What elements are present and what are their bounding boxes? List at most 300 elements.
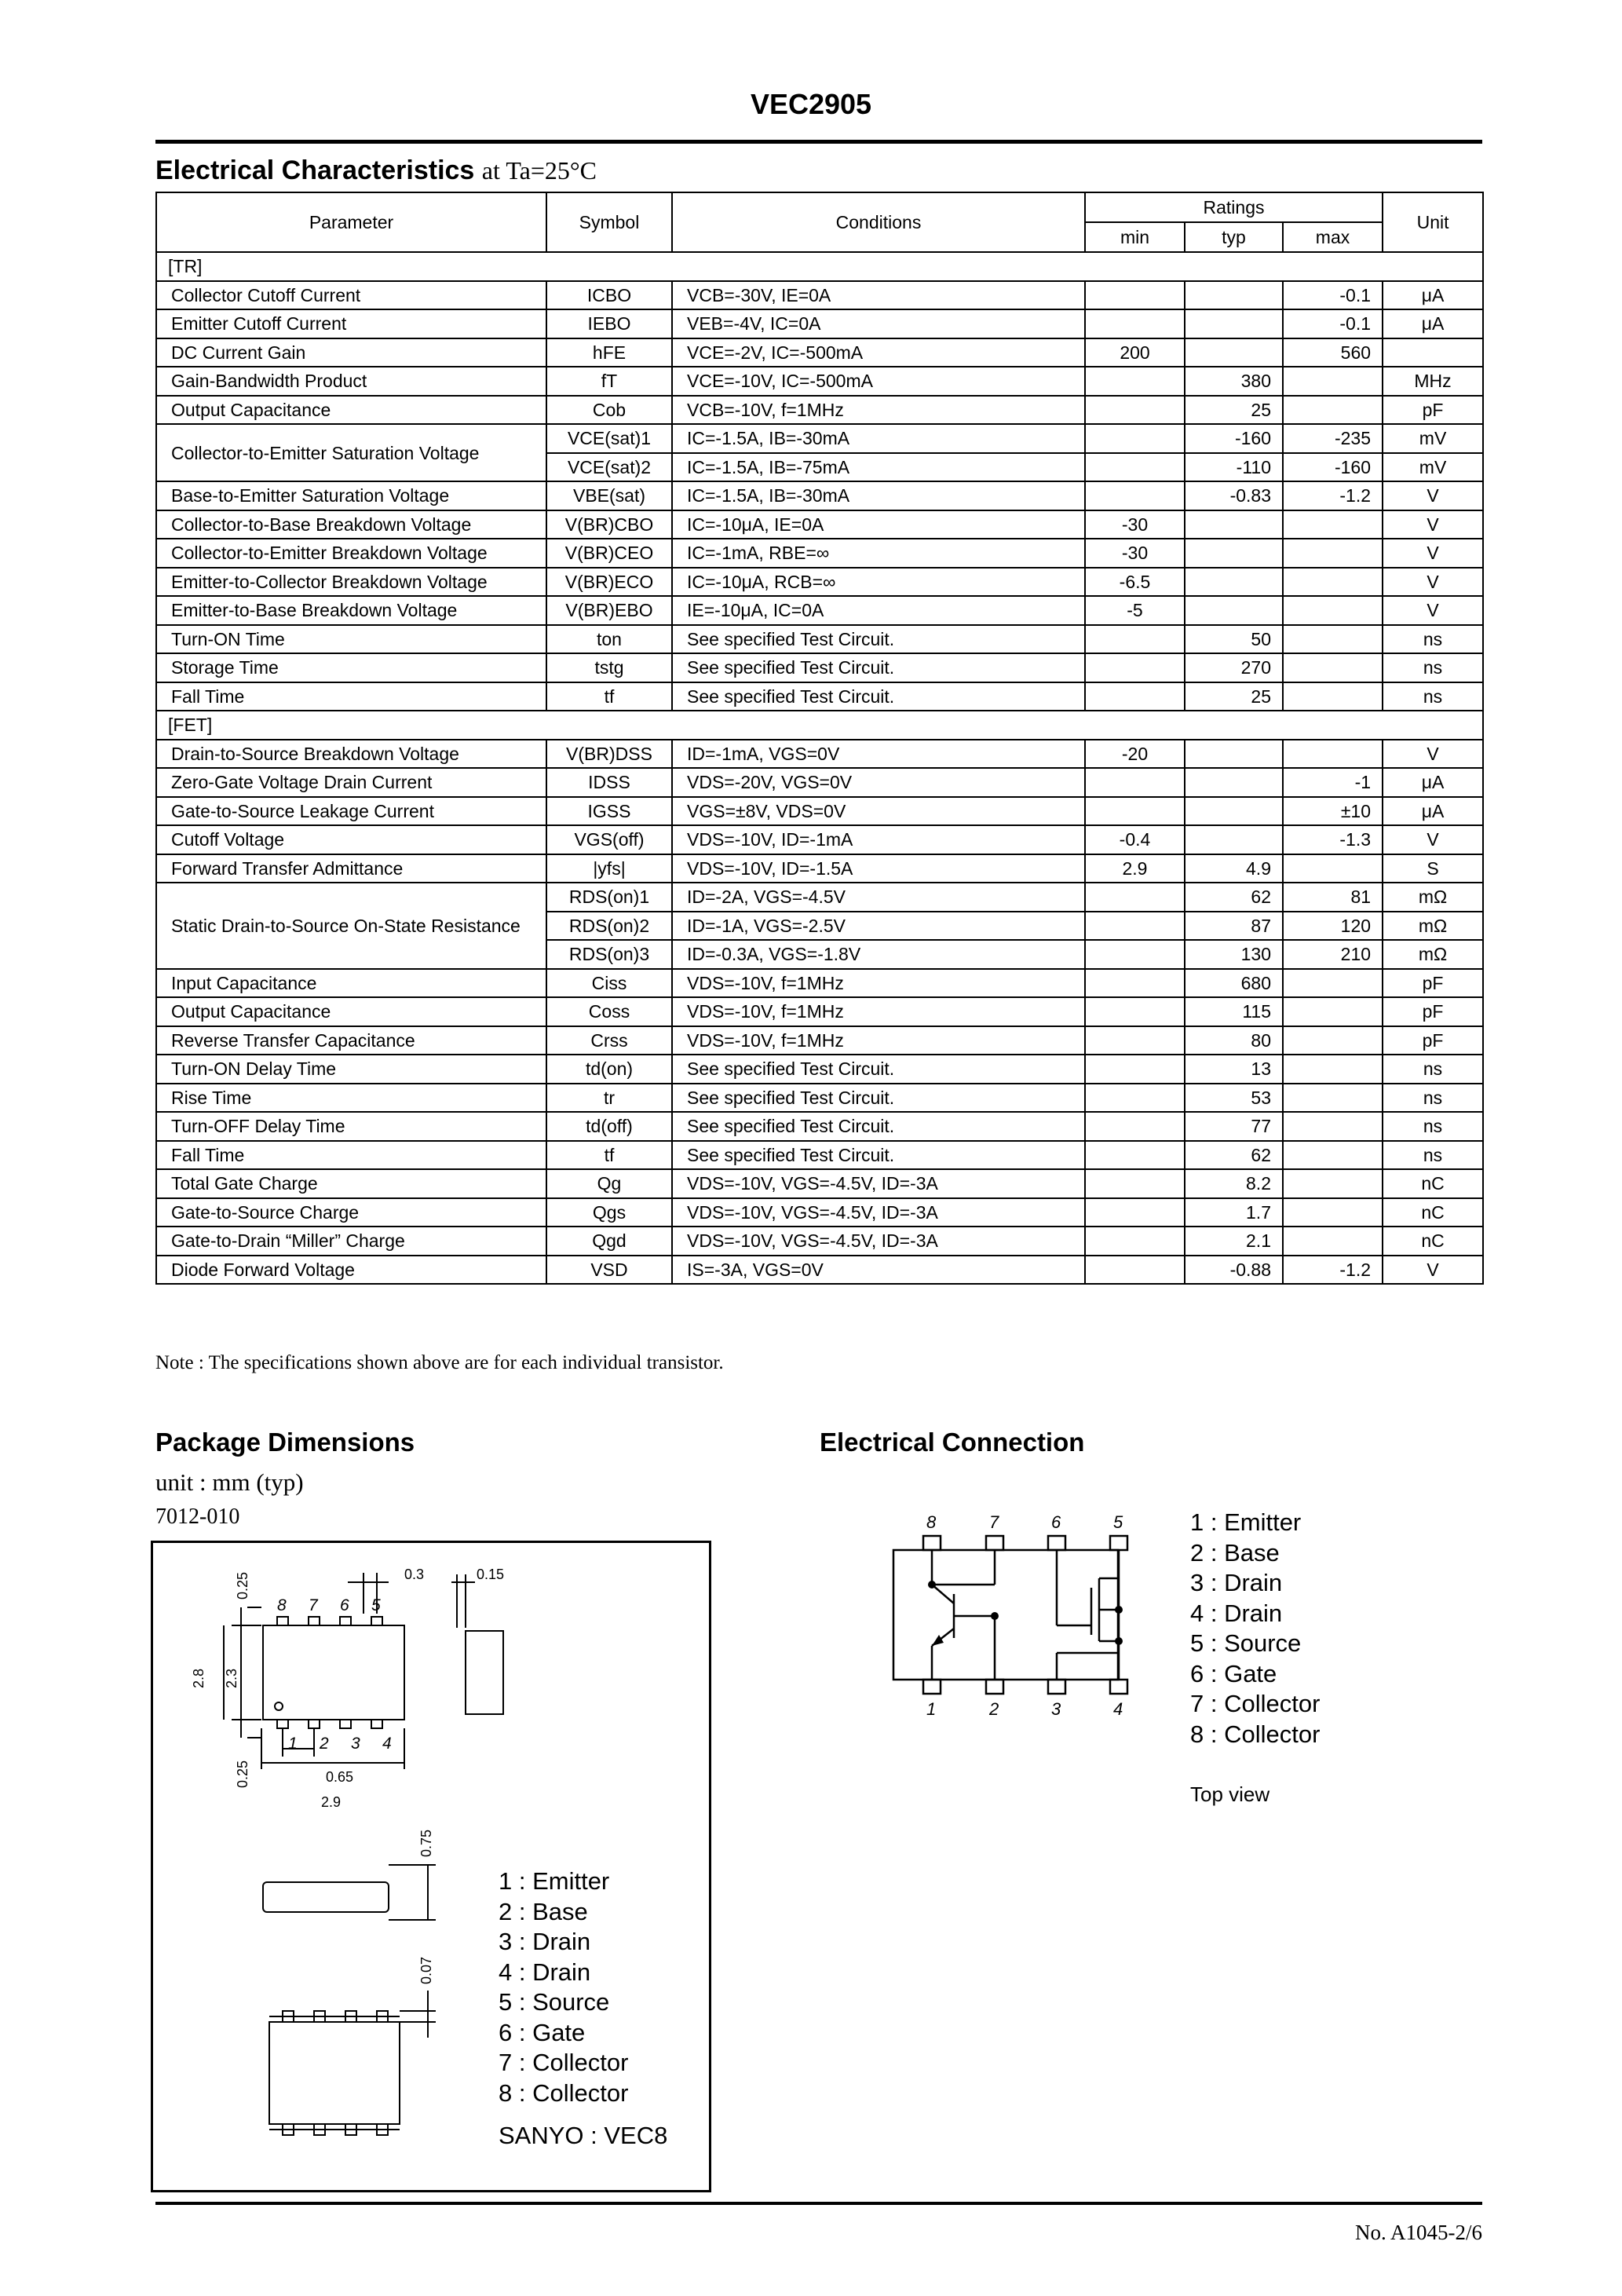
cell-conditions: IC=-10μA, RCB=∞ xyxy=(672,568,1085,597)
cell-typ xyxy=(1185,539,1283,568)
cell-conditions: See specified Test Circuit. xyxy=(672,1084,1085,1113)
cell-max xyxy=(1283,969,1383,998)
cell-symbol: VBE(sat) xyxy=(546,481,672,510)
cell-conditions: VGS=±8V, VDS=0V xyxy=(672,797,1085,826)
cell-max xyxy=(1283,740,1383,769)
cell-symbol: IEBO xyxy=(546,309,672,338)
cell-max xyxy=(1283,1084,1383,1113)
cell-parameter: Gate-to-Drain “Miller” Charge xyxy=(156,1227,546,1256)
connection-package-outline xyxy=(893,1550,1118,1680)
cell-symbol: tstg xyxy=(546,653,672,682)
bottom-leads xyxy=(277,1720,382,1728)
conn-top-pin-6: 6 xyxy=(1051,1512,1061,1532)
cell-typ: 25 xyxy=(1185,682,1283,711)
cell-parameter: Turn-ON Delay Time xyxy=(156,1055,546,1084)
cell-unit: pF xyxy=(1383,969,1483,998)
cell-max xyxy=(1283,539,1383,568)
cell-max: 120 xyxy=(1283,912,1383,941)
cell-min xyxy=(1085,281,1185,310)
pkg-top-pin-7: 7 xyxy=(309,1596,318,1614)
cell-conditions: VCB=-10V, f=1MHz xyxy=(672,396,1085,425)
cell-typ: 270 xyxy=(1185,653,1283,682)
cell-symbol: V(BR)CEO xyxy=(546,539,672,568)
cell-unit: ns xyxy=(1383,1084,1483,1113)
cell-typ xyxy=(1185,338,1283,367)
cell-conditions: VCE=-2V, IC=-500mA xyxy=(672,338,1085,367)
cell-min: 2.9 xyxy=(1085,854,1185,883)
pkg-pin-2: 2 : Base xyxy=(499,1897,588,1925)
pkg-top-pin-6: 6 xyxy=(340,1596,349,1614)
package-body-top-view xyxy=(263,1625,404,1720)
pkg-top-pin-5: 5 xyxy=(371,1596,381,1614)
conn-top-pin-5: 5 xyxy=(1113,1512,1123,1532)
cell-parameter: Drain-to-Source Breakdown Voltage xyxy=(156,740,546,769)
header-parameter: Parameter xyxy=(156,192,546,252)
section-heading xyxy=(155,155,597,186)
cell-unit: ns xyxy=(1383,1141,1483,1170)
connection-heading: Electrical Connection xyxy=(820,1428,1085,1457)
cell-min: -30 xyxy=(1085,510,1185,539)
cell-typ: 87 xyxy=(1185,912,1283,941)
cell-min: -5 xyxy=(1085,596,1185,625)
cell-min: -30 xyxy=(1085,539,1185,568)
conn-pin-2: 2 : Base xyxy=(1190,1538,1280,1567)
cell-max xyxy=(1283,682,1383,711)
cell-max xyxy=(1283,1169,1383,1198)
cell-typ: 130 xyxy=(1185,940,1283,969)
table-row xyxy=(156,1256,1483,1285)
cell-min xyxy=(1085,653,1185,682)
cell-typ xyxy=(1185,281,1283,310)
cell-symbol: Qgs xyxy=(546,1198,672,1227)
cell-parameter: Output Capacitance xyxy=(156,997,546,1026)
cell-parameter: Collector Cutoff Current xyxy=(156,281,546,310)
cell-unit: ns xyxy=(1383,625,1483,654)
conn-pin-3: 3 : Drain xyxy=(1190,1569,1283,1596)
cell-unit: nC xyxy=(1383,1227,1483,1256)
table-row xyxy=(156,338,1483,367)
cell-parameter: Collector-to-Emitter Saturation Voltage xyxy=(156,424,546,481)
cell-min xyxy=(1085,396,1185,425)
pkg-pin-7: 7 : Collector xyxy=(499,2049,629,2076)
cell-conditions: VDS=-10V, ID=-1.5A xyxy=(672,854,1085,883)
dim-0.25-top: 0.25 xyxy=(235,1571,250,1600)
dim-0.25-bottom: 0.25 xyxy=(235,1760,250,1788)
cell-unit: pF xyxy=(1383,396,1483,425)
cell-typ xyxy=(1185,768,1283,797)
conn-pin-7: 7 : Collector xyxy=(1190,1690,1321,1717)
dim-0.07: 0.07 xyxy=(418,1956,434,1984)
cell-unit: mV xyxy=(1383,424,1483,453)
cell-parameter: Emitter Cutoff Current xyxy=(156,309,546,338)
cell-symbol: IDSS xyxy=(546,768,672,797)
cell-min xyxy=(1085,625,1185,654)
cell-min xyxy=(1085,1112,1185,1141)
cell-min xyxy=(1085,1227,1185,1256)
cell-symbol: V(BR)EBO xyxy=(546,596,672,625)
cell-unit: ns xyxy=(1383,682,1483,711)
cell-min xyxy=(1085,1026,1185,1055)
cell-unit xyxy=(1383,338,1483,367)
conn-pin-5: 5 : Source xyxy=(1190,1629,1302,1657)
cell-symbol: td(off) xyxy=(546,1112,672,1141)
package-drawing-frame xyxy=(151,1541,711,2192)
cell-typ: 80 xyxy=(1185,1026,1283,1055)
cell-parameter: Collector-to-Base Breakdown Voltage xyxy=(156,510,546,539)
cell-conditions: VDS=-10V, VGS=-4.5V, ID=-3A xyxy=(672,1227,1085,1256)
cell-min xyxy=(1085,997,1185,1026)
cell-typ: 680 xyxy=(1185,969,1283,998)
table-row xyxy=(156,309,1483,338)
cell-min xyxy=(1085,1169,1185,1198)
cell-conditions: VDS=-10V, ID=-1mA xyxy=(672,825,1085,854)
cell-unit: mΩ xyxy=(1383,912,1483,941)
cell-max xyxy=(1283,367,1383,396)
section-condition: at Ta=25°C xyxy=(481,156,597,185)
cell-unit: S xyxy=(1383,854,1483,883)
cell-symbol: Cob xyxy=(546,396,672,425)
cell-typ: -0.83 xyxy=(1185,481,1283,510)
group-label: [FET] xyxy=(156,711,1483,740)
cell-conditions: See specified Test Circuit. xyxy=(672,625,1085,654)
pkg-bottom-pin-3: 3 xyxy=(351,1735,360,1753)
cell-min xyxy=(1085,1055,1185,1084)
cell-typ: 1.7 xyxy=(1185,1198,1283,1227)
cell-parameter: Output Capacitance xyxy=(156,396,546,425)
cell-min: -6.5 xyxy=(1085,568,1185,597)
cell-parameter: Collector-to-Emitter Breakdown Voltage xyxy=(156,539,546,568)
cell-typ: 8.2 xyxy=(1185,1169,1283,1198)
cell-parameter: Total Gate Charge xyxy=(156,1169,546,1198)
cell-conditions: VEB=-4V, IC=0A xyxy=(672,309,1085,338)
cell-max xyxy=(1283,997,1383,1026)
cell-typ: 62 xyxy=(1185,883,1283,912)
table-row xyxy=(156,997,1483,1026)
cell-parameter: Gate-to-Source Charge xyxy=(156,1198,546,1227)
pkg-pin-3: 3 : Drain xyxy=(499,1928,591,1955)
cell-unit: μA xyxy=(1383,309,1483,338)
connection-pin-list xyxy=(1190,1508,1320,1749)
cell-typ: 380 xyxy=(1185,367,1283,396)
cell-min xyxy=(1085,940,1185,969)
cell-min xyxy=(1085,367,1185,396)
cell-min xyxy=(1085,1198,1185,1227)
connection-view-label: Top view xyxy=(1190,1782,1270,1806)
pkg-pin-1: 1 : Emitter xyxy=(499,1867,610,1895)
cell-typ xyxy=(1185,510,1283,539)
table-row xyxy=(156,1169,1483,1198)
cell-unit: pF xyxy=(1383,997,1483,1026)
connection-diagram xyxy=(879,1500,1162,1775)
dim-0.3: 0.3 xyxy=(404,1567,425,1582)
table-row xyxy=(156,1026,1483,1055)
cell-symbol: IGSS xyxy=(546,797,672,826)
conn-pin-8: 8 : Collector xyxy=(1190,1720,1321,1748)
group-label: [TR] xyxy=(156,252,1483,281)
page-title: VEC2905 xyxy=(750,88,872,120)
cell-conditions: See specified Test Circuit. xyxy=(672,682,1085,711)
cell-unit: ns xyxy=(1383,1112,1483,1141)
cell-parameter: Storage Time xyxy=(156,653,546,682)
cell-max: -0.1 xyxy=(1283,309,1383,338)
cell-parameter: Input Capacitance xyxy=(156,969,546,998)
cell-conditions: IS=-3A, VGS=0V xyxy=(672,1256,1085,1285)
table-row xyxy=(156,768,1483,797)
cell-parameter: Zero-Gate Voltage Drain Current xyxy=(156,768,546,797)
cell-unit: MHz xyxy=(1383,367,1483,396)
cell-unit: nC xyxy=(1383,1169,1483,1198)
cell-unit: V xyxy=(1383,825,1483,854)
cell-max: -1.2 xyxy=(1283,481,1383,510)
table-row xyxy=(156,883,1483,912)
cell-unit: V xyxy=(1383,596,1483,625)
cell-unit: V xyxy=(1383,510,1483,539)
pkg-pin-8: 8 : Collector xyxy=(499,2078,629,2107)
table-row xyxy=(156,825,1483,854)
cell-symbol: V(BR)CBO xyxy=(546,510,672,539)
cell-parameter: Diode Forward Voltage xyxy=(156,1256,546,1285)
conn-bottom-pin-1: 1 xyxy=(926,1699,937,1719)
conn-bottom-pin-4: 4 xyxy=(1113,1699,1123,1719)
cell-min xyxy=(1085,768,1185,797)
dim-2.8: 2.8 xyxy=(191,1668,206,1688)
top-leads xyxy=(277,1617,382,1625)
cell-typ: 2.1 xyxy=(1185,1227,1283,1256)
cell-conditions: VDS=-10V, f=1MHz xyxy=(672,969,1085,998)
table-row xyxy=(156,682,1483,711)
cell-parameter: Gain-Bandwidth Product xyxy=(156,367,546,396)
package-pin-list xyxy=(499,1866,667,2152)
dim-0.15: 0.15 xyxy=(477,1567,505,1582)
cell-max xyxy=(1283,625,1383,654)
cell-conditions: VDS=-10V, f=1MHz xyxy=(672,1026,1085,1055)
cell-symbol: VCE(sat)1 xyxy=(546,424,672,453)
cell-max xyxy=(1283,1055,1383,1084)
package-body-bottom-view xyxy=(269,2022,400,2124)
cell-conditions: VDS=-10V, f=1MHz xyxy=(672,997,1085,1026)
cell-max: -1 xyxy=(1283,768,1383,797)
table-row xyxy=(156,539,1483,568)
cell-symbol: VCE(sat)2 xyxy=(546,453,672,482)
table-row xyxy=(156,969,1483,998)
pkg-pin-4: 4 : Drain xyxy=(499,1958,591,1986)
cell-max xyxy=(1283,653,1383,682)
cell-conditions: VDS=-10V, VGS=-4.5V, ID=-3A xyxy=(672,1169,1085,1198)
cell-parameter: Rise Time xyxy=(156,1084,546,1113)
cell-parameter: Forward Transfer Admittance xyxy=(156,854,546,883)
cell-typ: -160 xyxy=(1185,424,1283,453)
group-row xyxy=(156,252,1483,281)
table-row xyxy=(156,424,1483,453)
cell-symbol: RDS(on)2 xyxy=(546,912,672,941)
cell-max xyxy=(1283,854,1383,883)
cell-conditions: See specified Test Circuit. xyxy=(672,1055,1085,1084)
cell-max: -0.1 xyxy=(1283,281,1383,310)
cell-symbol: RDS(on)3 xyxy=(546,940,672,969)
cell-conditions: See specified Test Circuit. xyxy=(672,1112,1085,1141)
cell-unit: mΩ xyxy=(1383,940,1483,969)
cell-conditions: VDS=-20V, VGS=0V xyxy=(672,768,1085,797)
cell-symbol: RDS(on)1 xyxy=(546,883,672,912)
cell-min xyxy=(1085,309,1185,338)
cell-unit: V xyxy=(1383,568,1483,597)
conn-bottom-pin-3: 3 xyxy=(1051,1699,1061,1719)
cell-parameter: Base-to-Emitter Saturation Voltage xyxy=(156,481,546,510)
cell-max: -1.2 xyxy=(1283,1256,1383,1285)
cell-unit: ns xyxy=(1383,653,1483,682)
cell-min xyxy=(1085,883,1185,912)
conn-top-pin-7: 7 xyxy=(989,1512,999,1532)
mosfet-symbol xyxy=(1057,1550,1119,1680)
conn-pin-4: 4 : Drain xyxy=(1190,1599,1283,1627)
cell-conditions: IC=-1.5A, IB=-75mA xyxy=(672,453,1085,482)
cell-min xyxy=(1085,1084,1185,1113)
cell-conditions: IC=-1.5A, IB=-30mA xyxy=(672,424,1085,453)
cell-max: -160 xyxy=(1283,453,1383,482)
table-row xyxy=(156,1084,1483,1113)
cell-conditions: VCB=-30V, IE=0A xyxy=(672,281,1085,310)
cell-typ xyxy=(1185,309,1283,338)
cell-parameter: Turn-OFF Delay Time xyxy=(156,1112,546,1141)
cell-max: -235 xyxy=(1283,424,1383,453)
bottom-view-leads xyxy=(269,2011,400,2135)
cell-min xyxy=(1085,481,1185,510)
cell-parameter: Fall Time xyxy=(156,1141,546,1170)
pkg-pin-6: 6 : Gate xyxy=(499,2018,586,2046)
cell-unit: V xyxy=(1383,539,1483,568)
cell-max: -1.3 xyxy=(1283,825,1383,854)
cell-symbol: fT xyxy=(546,367,672,396)
pkg-pin-5: 5 : Source xyxy=(499,1988,610,2016)
cell-min xyxy=(1085,969,1185,998)
cell-symbol: Qgd xyxy=(546,1227,672,1256)
cell-max xyxy=(1283,396,1383,425)
cell-max: 560 xyxy=(1283,338,1383,367)
header-conditions: Conditions xyxy=(672,192,1085,252)
table-row xyxy=(156,596,1483,625)
cell-min xyxy=(1085,453,1185,482)
cell-min xyxy=(1085,912,1185,941)
cell-typ: 50 xyxy=(1185,625,1283,654)
cell-parameter: Fall Time xyxy=(156,682,546,711)
cell-symbol: V(BR)ECO xyxy=(546,568,672,597)
table-row xyxy=(156,1227,1483,1256)
cell-max: ±10 xyxy=(1283,797,1383,826)
table-row xyxy=(156,1141,1483,1170)
table-row xyxy=(156,797,1483,826)
table-row xyxy=(156,625,1483,654)
cell-conditions: See specified Test Circuit. xyxy=(672,1141,1085,1170)
cell-max: 81 xyxy=(1283,883,1383,912)
cell-unit: V xyxy=(1383,740,1483,769)
conn-bottom-pin-2: 2 xyxy=(989,1699,999,1719)
cell-symbol: tf xyxy=(546,682,672,711)
cell-max xyxy=(1283,568,1383,597)
cell-unit: mΩ xyxy=(1383,883,1483,912)
header-unit: Unit xyxy=(1383,192,1483,252)
table-row xyxy=(156,481,1483,510)
table-row xyxy=(156,1055,1483,1084)
cell-typ: 13 xyxy=(1185,1055,1283,1084)
cell-conditions: IC=-1mA, RBE=∞ xyxy=(672,539,1085,568)
cell-conditions: ID=-1A, VGS=-2.5V xyxy=(672,912,1085,941)
table-row xyxy=(156,281,1483,310)
cell-symbol: Ciss xyxy=(546,969,672,998)
cell-parameter: Reverse Transfer Capacitance xyxy=(156,1026,546,1055)
cell-unit: V xyxy=(1383,1256,1483,1285)
bipolar-transistor-symbol xyxy=(932,1550,995,1680)
cell-typ: 53 xyxy=(1185,1084,1283,1113)
pkg-top-pin-8: 8 xyxy=(277,1596,287,1614)
dim-0.75: 0.75 xyxy=(418,1829,434,1857)
table-row xyxy=(156,854,1483,883)
cell-max xyxy=(1283,1026,1383,1055)
cell-conditions: IC=-10μA, IE=0A xyxy=(672,510,1085,539)
cell-conditions: VCE=-10V, IC=-500mA xyxy=(672,367,1085,396)
package-code: 7012-010 xyxy=(155,1504,240,1529)
cell-symbol: tr xyxy=(546,1084,672,1113)
package-body-front-view xyxy=(263,1882,389,1912)
cell-symbol: VSD xyxy=(546,1256,672,1285)
cell-parameter: Turn-ON Time xyxy=(156,625,546,654)
cell-symbol: |yfs| xyxy=(546,854,672,883)
pin1-marker xyxy=(275,1702,283,1710)
cell-conditions: See specified Test Circuit. xyxy=(672,653,1085,682)
cell-typ xyxy=(1185,568,1283,597)
cell-typ xyxy=(1185,596,1283,625)
cell-typ: 77 xyxy=(1185,1112,1283,1141)
dim-2.9: 2.9 xyxy=(321,1794,342,1810)
table-row xyxy=(156,568,1483,597)
dim-2.3: 2.3 xyxy=(224,1668,239,1688)
cell-max xyxy=(1283,1227,1383,1256)
cell-max xyxy=(1283,596,1383,625)
pkg-bottom-pin-2: 2 xyxy=(320,1735,329,1753)
cell-symbol: VGS(off) xyxy=(546,825,672,854)
cell-parameter: Gate-to-Source Leakage Current xyxy=(156,797,546,826)
package-maker: SANYO : VEC8 xyxy=(499,2122,668,2149)
header-symbol: Symbol xyxy=(546,192,672,252)
table-note: Note : The specifications shown above are for each individual transistor. xyxy=(155,1352,724,1373)
top-rule xyxy=(155,140,1482,144)
cell-min: 200 xyxy=(1085,338,1185,367)
table-row xyxy=(156,1198,1483,1227)
cell-unit: μA xyxy=(1383,768,1483,797)
cell-unit: nC xyxy=(1383,1198,1483,1227)
table-row xyxy=(156,367,1483,396)
cell-typ xyxy=(1185,797,1283,826)
cell-min: -0.4 xyxy=(1085,825,1185,854)
dim-0.65: 0.65 xyxy=(326,1769,354,1785)
cell-symbol: Qg xyxy=(546,1169,672,1198)
cell-parameter: Static Drain-to-Source On-State Resistance xyxy=(156,883,546,969)
pkg-bottom-pin-4: 4 xyxy=(382,1735,392,1753)
header-typ: typ xyxy=(1185,222,1283,252)
cell-min xyxy=(1085,1256,1185,1285)
cell-typ xyxy=(1185,740,1283,769)
cell-max xyxy=(1283,1198,1383,1227)
cell-conditions: ID=-1mA, VGS=0V xyxy=(672,740,1085,769)
pkg-bottom-pin-1: 1 xyxy=(288,1735,298,1753)
table-row xyxy=(156,396,1483,425)
cell-parameter: Cutoff Voltage xyxy=(156,825,546,854)
cell-typ: 25 xyxy=(1185,396,1283,425)
package-body-side-view xyxy=(466,1631,503,1714)
cell-symbol: ICBO xyxy=(546,281,672,310)
cell-symbol: V(BR)DSS xyxy=(546,740,672,769)
cell-symbol: ton xyxy=(546,625,672,654)
cell-unit: pF xyxy=(1383,1026,1483,1055)
